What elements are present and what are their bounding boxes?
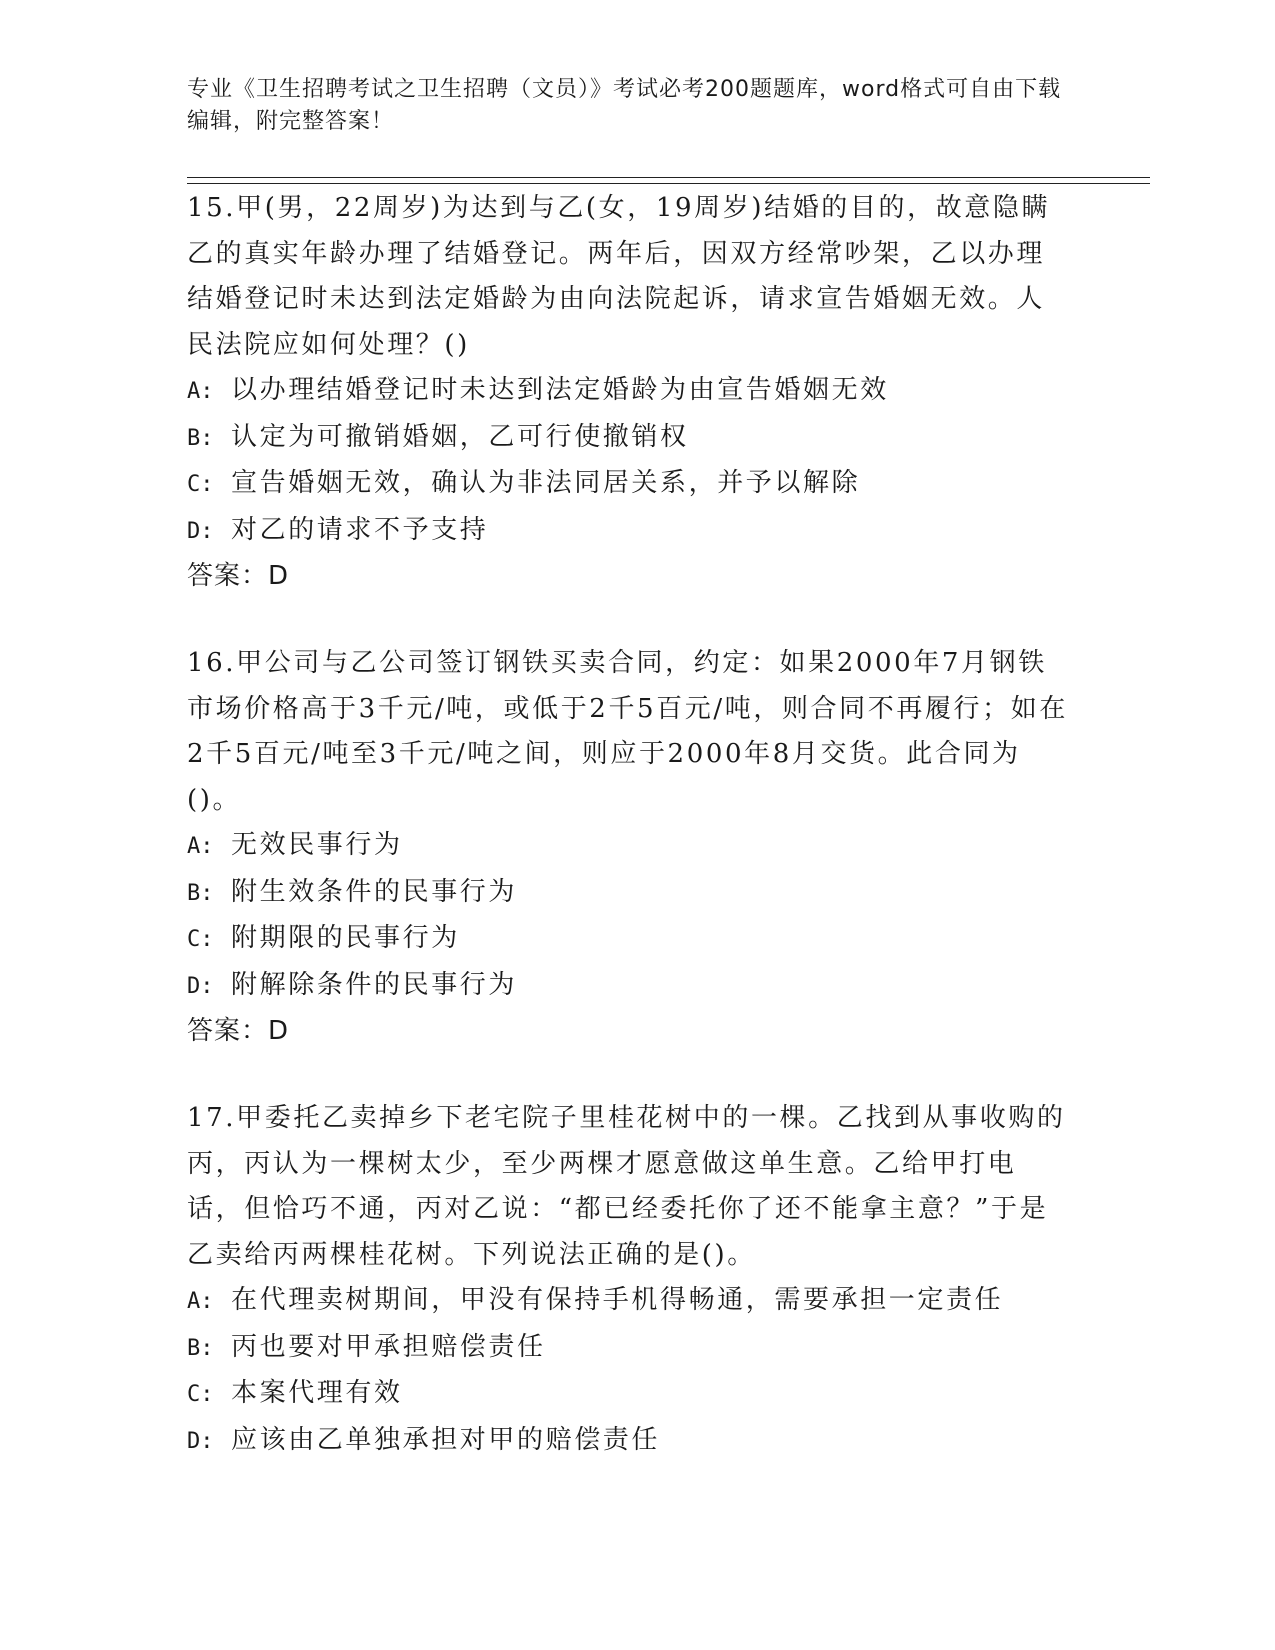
- option-b: [187, 1325, 1072, 1372]
- option-text: 附期限的民事行为: [231, 923, 460, 953]
- option-text: 以办理结婚登记时未达到法定婚龄为由宣告婚姻无效: [231, 375, 889, 405]
- question-stem: 17.甲委托乙卖掉乡下老宅院子里桂花树中的一棵。乙找到从事收购的丙，丙认为一棵树太少，至少两棵才愿意做这单生意。乙给甲打电话，但恰巧不通，丙对乙说：“都已经委托你了还不能拿主意？”于是乙卖给丙两棵桂花树。下列说法正确的是()。: [187, 1103, 1066, 1270]
- option-b: [187, 870, 1072, 917]
- question-stem: 16.甲公司与乙公司签订钢铁买卖合同，约定：如果2000年7月钢铁市场价格高于3千元/吨，或低于2千5百元/吨，则合同不再履行；如在2千5百元/吨至3千元/吨之间，则应于2000年8月交货。此合同为()。: [187, 648, 1068, 815]
- option-a: [187, 823, 1072, 870]
- option-text: 认定为可撤销婚姻，乙可行使撤销权: [231, 421, 689, 452]
- option-letter: A:: [187, 379, 214, 404]
- option-text: 应该由乙单独承担对甲的赔偿责任: [231, 1424, 661, 1455]
- question-17: [187, 1096, 1072, 1464]
- document-header: 专业《卫生招聘考试之卫生招聘（文员）》考试必考200题题库，word格式可自由下载编辑，附完整答案！: [187, 77, 1062, 134]
- option-letter: D:: [187, 518, 214, 544]
- option-text: 在代理卖树期间，甲没有保持手机得畅通，需要承担一定责任: [231, 1285, 1004, 1315]
- option-letter: B:: [187, 425, 214, 451]
- option-text: 对乙的请求不予支持: [231, 514, 489, 545]
- option-text: 附生效条件的民事行为: [231, 876, 518, 907]
- question-15: [187, 186, 1072, 600]
- option-letter: B:: [187, 1335, 214, 1361]
- question-stem: 15.甲(男，22周岁)为达到与乙(女，19周岁)结婚的目的，故意隐瞒乙的真实年龄办理了结婚登记。两年后，因双方经常吵架，乙以办理结婚登记时未达到法定婚龄为由向法院起诉，请求宣告婚姻无效。人民法院应如何处理？(): [187, 193, 1051, 360]
- option-b: [187, 415, 1072, 462]
- option-d: [187, 1418, 1072, 1465]
- option-letter: C:: [187, 472, 214, 497]
- option-letter: D:: [187, 1428, 214, 1454]
- option-d: [187, 508, 1072, 555]
- option-d: [187, 963, 1072, 1010]
- option-a: [187, 1278, 1072, 1325]
- option-c: [187, 1371, 1072, 1418]
- option-text: 附解除条件的民事行为: [231, 969, 518, 1000]
- option-letter: D:: [187, 973, 214, 999]
- option-letter: C:: [187, 927, 214, 952]
- option-letter: A:: [187, 1289, 214, 1314]
- answer-label: 答案：D: [187, 561, 290, 591]
- option-letter: B:: [187, 880, 214, 906]
- header-divider-top: [187, 177, 1150, 178]
- option-text: 本案代理有效: [231, 1378, 403, 1408]
- option-c: [187, 461, 1072, 508]
- option-text: 无效民事行为: [231, 830, 403, 860]
- option-letter: C:: [187, 1382, 214, 1407]
- option-letter: A:: [187, 834, 214, 859]
- question-16: [187, 641, 1072, 1055]
- option-c: [187, 916, 1072, 963]
- header-divider-bottom: [187, 183, 1150, 184]
- option-a: [187, 368, 1072, 415]
- option-text: 宣告婚姻无效，确认为非法同居关系，并予以解除: [231, 468, 861, 498]
- answer-label: 答案：D: [187, 1016, 290, 1046]
- option-text: 丙也要对甲承担赔偿责任: [231, 1331, 546, 1362]
